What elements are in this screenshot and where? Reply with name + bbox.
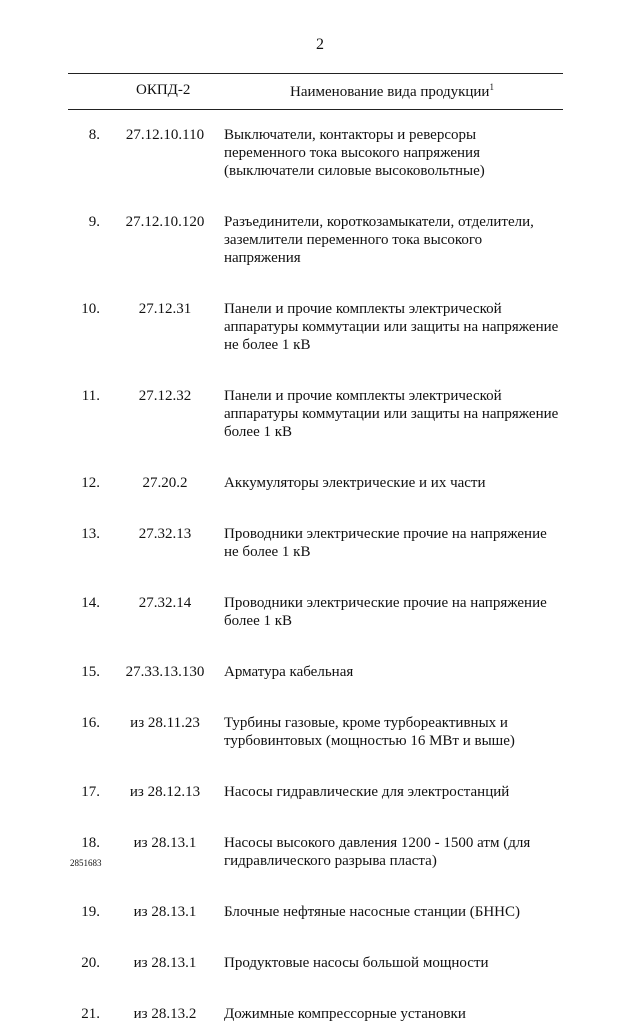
row-number: 19. <box>81 904 100 920</box>
row-product-name-line: гидравлического разрыва пласта) <box>224 853 437 869</box>
row-number: 17. <box>81 784 100 800</box>
row-number: 15. <box>81 664 100 680</box>
row-okpd-code: из 28.11.23 <box>130 715 200 731</box>
row-product-name-line: аппаратуры коммутации или защиты на напряжение <box>224 406 559 422</box>
row-product-name-line: более 1 кВ <box>224 613 293 629</box>
row-okpd-code: из 28.13.1 <box>133 835 197 851</box>
header-okpd-code: ОКПД-2 <box>136 82 191 98</box>
row-okpd-code: 27.20.2 <box>142 475 188 491</box>
row-product-name <box>224 213 569 267</box>
row-number: 14. <box>81 595 100 611</box>
row-product-name <box>224 387 569 441</box>
row-okpd-code: 27.12.31 <box>138 301 192 317</box>
row-product-name <box>224 300 569 354</box>
table-row <box>0 126 640 180</box>
table-header-rule <box>68 109 563 110</box>
table-row <box>0 954 640 972</box>
row-product-name-line: заземлители переменного тока высокого <box>224 232 483 248</box>
row-product-name-line: (выключатели силовые высоковольтные) <box>224 163 485 179</box>
row-product-name-line: аппаратуры коммутации или защиты на напряжение <box>224 319 559 335</box>
row-product-name-line: Разъединители, короткозамыкатели, отделители, <box>224 214 534 230</box>
row-okpd-code: 27.33.13.130 <box>125 664 205 680</box>
page-number: 2 <box>316 36 324 53</box>
header-product-name <box>290 82 494 101</box>
row-product-name <box>224 474 569 492</box>
table-row <box>0 663 640 681</box>
row-product-name-line: не более 1 кВ <box>224 544 311 560</box>
row-number: 20. <box>81 955 100 971</box>
row-product-name-line: Арматура кабельная <box>224 664 354 680</box>
row-product-name-line: Насосы высокого давления 1200 - 1500 атм (для <box>224 835 531 851</box>
table-row <box>0 525 640 561</box>
row-product-name <box>224 714 569 750</box>
row-number: 9. <box>88 214 100 230</box>
row-number: 21. <box>81 1006 100 1022</box>
row-number: 12. <box>81 475 100 491</box>
row-product-name <box>224 954 569 972</box>
row-okpd-code: 27.32.13 <box>138 526 192 542</box>
row-product-name <box>224 903 569 921</box>
row-product-name-line: не более 1 кВ <box>224 337 311 353</box>
row-number: 13. <box>81 526 100 542</box>
table-row <box>0 594 640 630</box>
row-number: 16. <box>81 715 100 731</box>
row-product-name <box>224 525 569 561</box>
row-okpd-code: 27.12.32 <box>138 388 192 404</box>
row-product-name-line: Насосы гидравлические для электростанций <box>224 784 510 800</box>
row-product-name-line: Проводники электрические прочие на напряжение <box>224 595 547 611</box>
table-row <box>0 300 640 354</box>
row-okpd-code: 27.12.10.110 <box>125 127 205 143</box>
header-footnote-mark: 1 <box>489 82 494 92</box>
row-okpd-code: из 28.13.1 <box>133 955 197 971</box>
row-number: 18. <box>81 835 100 851</box>
row-product-name-line: Турбины газовые, кроме турбореактивных и <box>224 715 508 731</box>
row-product-name-line: Продуктовые насосы большой мощности <box>224 955 489 971</box>
table-row <box>0 783 640 801</box>
row-product-name <box>224 126 569 180</box>
row-product-name-line: напряжения <box>224 250 301 266</box>
row-okpd-code: из 28.13.1 <box>133 904 197 920</box>
row-product-name-line: Проводники электрические прочие на напряжение <box>224 526 547 542</box>
row-number: 11. <box>81 388 100 404</box>
table-row <box>0 387 640 441</box>
document-id: 2851683 <box>70 858 102 868</box>
row-product-name <box>224 663 569 681</box>
row-product-name <box>224 783 569 801</box>
row-product-name-line: Блочные нефтяные насосные станции (БННС) <box>224 904 521 920</box>
header-product-name-text: Наименование вида продукции <box>290 84 490 100</box>
row-product-name-line: более 1 кВ <box>224 424 293 440</box>
table-row <box>0 1005 640 1023</box>
row-okpd-code: из 28.12.13 <box>129 784 201 800</box>
row-product-name-line: турбовинтовых (мощностью 16 МВт и выше) <box>224 733 515 749</box>
row-product-name <box>224 834 569 870</box>
row-okpd-code: 27.32.14 <box>138 595 192 611</box>
row-okpd-code: 27.12.10.120 <box>125 214 205 230</box>
row-okpd-code: из 28.13.2 <box>133 1006 197 1022</box>
row-product-name-line: Выключатели, контакторы и реверсоры <box>224 127 477 143</box>
row-product-name-line: переменного тока высокого напряжения <box>224 145 480 161</box>
table-row <box>0 903 640 921</box>
row-product-name <box>224 1005 569 1023</box>
row-number: 10. <box>81 301 100 317</box>
row-product-name <box>224 594 569 630</box>
row-number: 8. <box>88 127 100 143</box>
row-product-name-line: Аккумуляторы электрические и их части <box>224 475 486 491</box>
table-row <box>0 474 640 492</box>
table-row <box>0 714 640 750</box>
row-product-name-line: Панели и прочие комплекты электрической <box>224 301 502 317</box>
table-top-rule <box>68 73 563 74</box>
table-row <box>0 213 640 267</box>
row-product-name-line: Дожимные компрессорные установки <box>224 1006 466 1022</box>
row-product-name-line: Панели и прочие комплекты электрической <box>224 388 502 404</box>
